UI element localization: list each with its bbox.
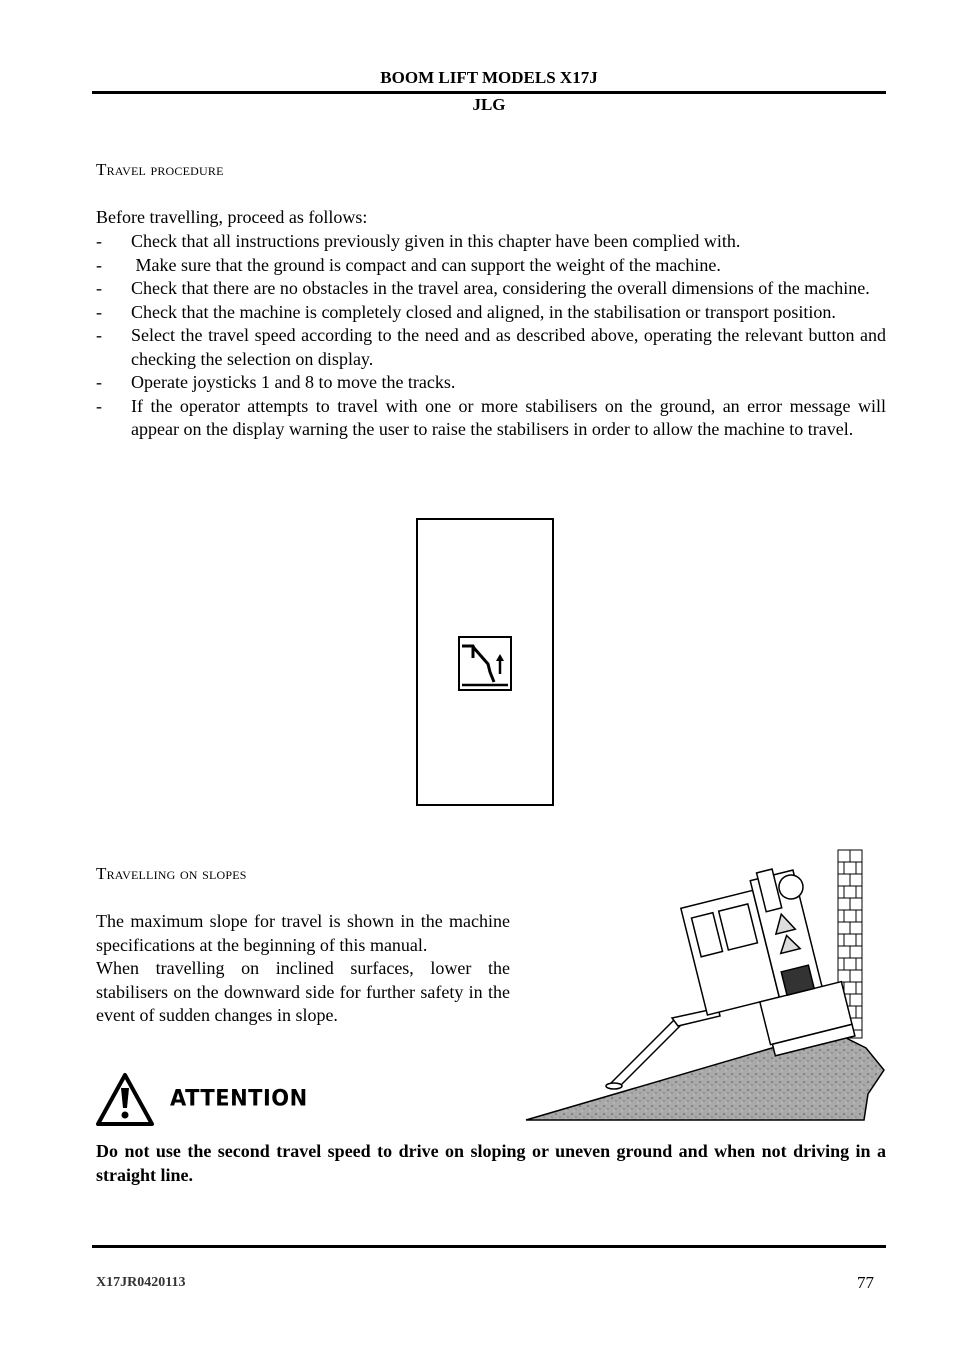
travelling-on-slopes-heading: Travelling on slopes xyxy=(96,864,247,883)
list-item-text: Check that all instructions previously given in this chapter have been complied with. xyxy=(131,231,741,251)
header-title: BOOM LIFT MODELS X17J xyxy=(380,68,598,87)
list-bullet: - xyxy=(96,395,102,416)
travel-procedure-intro: Before travelling, proceed as follows: xyxy=(96,207,368,227)
list-item-text: Select the travel speed according to the need and as described above, operating the relevant button and checking the selection on display. xyxy=(131,325,886,369)
attention-label: ATTENTION xyxy=(170,1085,308,1111)
list-item xyxy=(96,230,886,254)
list-item xyxy=(96,277,886,301)
travel-steps-list xyxy=(96,230,886,442)
list-item-text: Check that the machine is completely closed and aligned, in the stabilisation or transport position. xyxy=(131,301,836,322)
list-item xyxy=(96,395,886,442)
list-item-text: Make sure that the ground is compact and can support the weight of the machine. xyxy=(131,254,721,275)
header-brand: JLG xyxy=(472,95,506,114)
list-item-text: Check that there are no obstacles in the travel area, considering the overall dimensions of the machine. xyxy=(131,278,870,298)
travel-procedure-heading: Travel procedure xyxy=(96,160,224,179)
list-item-text: Operate joysticks 1 and 8 to move the tracks. xyxy=(131,372,456,392)
list-bullet: - xyxy=(96,254,102,275)
header-divider xyxy=(92,91,886,94)
list-item xyxy=(96,301,886,325)
list-bullet: - xyxy=(96,301,102,322)
list-item xyxy=(96,324,886,371)
list-bullet: - xyxy=(96,325,102,345)
machine-on-slope-illustration xyxy=(522,848,888,1124)
footer-divider xyxy=(92,1245,886,1248)
slopes-paragraph: The maximum slope for travel is shown in the machine specifications at the beginning of this manual. xyxy=(96,911,510,955)
list-item xyxy=(96,371,886,395)
warning-triangle-icon xyxy=(95,1072,155,1127)
stabiliser-raise-icon xyxy=(458,636,512,691)
slopes-paragraph: When travelling on inclined surfaces, lower the stabilisers on the downward side for further safety in the event of sudden changes in slope. xyxy=(96,958,510,1025)
list-bullet: - xyxy=(96,231,102,251)
attention-text: Do not use the second travel speed to drive on sloping or uneven ground and when not driving in a straight line. xyxy=(96,1141,886,1185)
list-bullet: - xyxy=(96,372,102,392)
list-bullet: - xyxy=(96,278,102,298)
display-screen xyxy=(416,518,554,806)
list-item-text: If the operator attempts to travel with one or more stabilisers on the ground, an error message will appear on the display warning the user to raise the stabilisers in order to allow the machine to travel. xyxy=(131,395,886,439)
slopes-description xyxy=(96,910,510,1028)
page-number: 77 xyxy=(857,1273,874,1292)
list-item xyxy=(96,254,886,278)
document-code: X17JR0420113 xyxy=(96,1275,186,1290)
